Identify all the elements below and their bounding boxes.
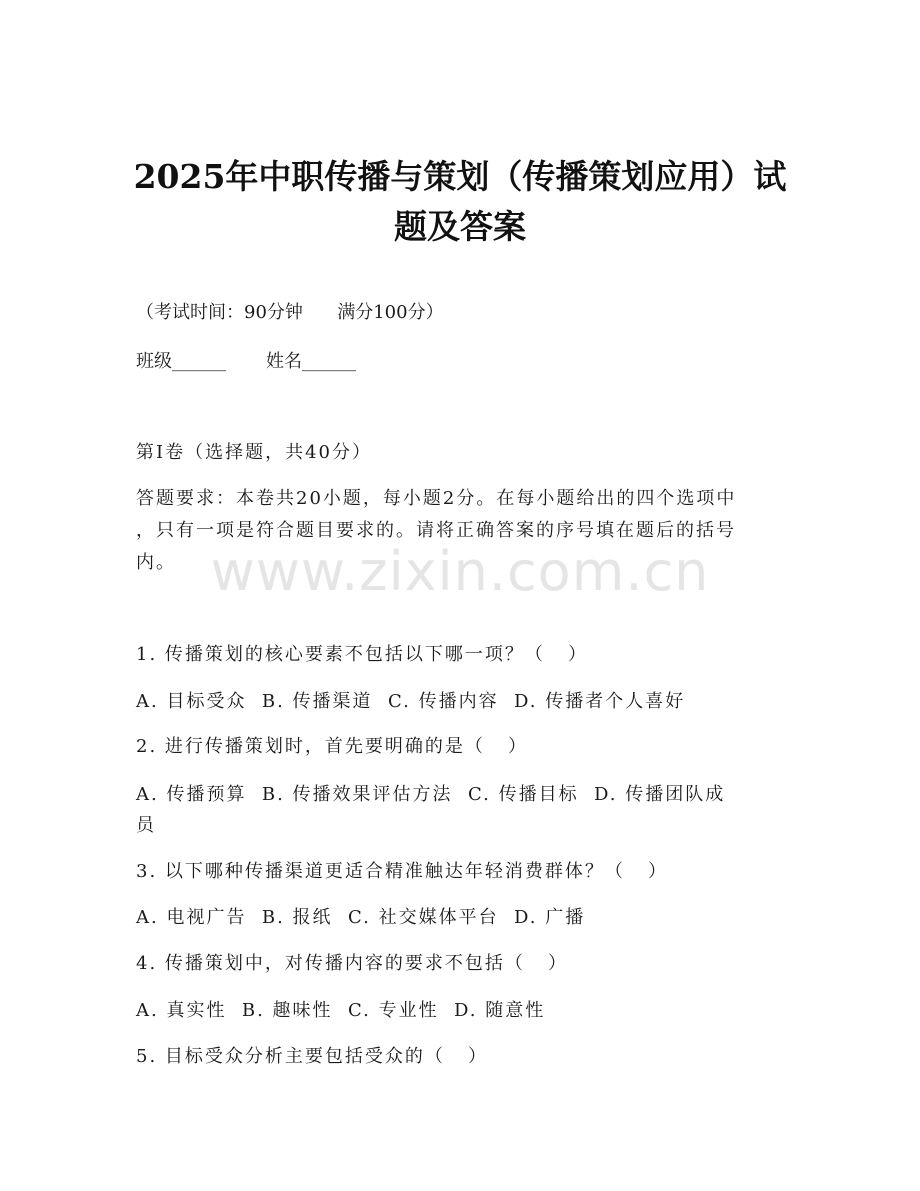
- question-2-options: A. 传播预算 B. 传播效果评估方法 C. 传播目标 D. 传播团队成: [136, 784, 726, 805]
- exam-time-info: （考试时间：90分钟 满分100分）: [136, 302, 444, 323]
- watermark: www.zixin.com.cn: [210, 540, 710, 603]
- title-line-2: 题及答案: [394, 207, 526, 246]
- question-2-options-cont: 员: [136, 815, 156, 836]
- document-title: [110, 152, 810, 252]
- section-heading: 第I卷（选择题，共40分）: [136, 442, 373, 463]
- instructions-line-3: 内。: [136, 552, 176, 573]
- class-name-fields: 班级______ 姓名______: [136, 351, 357, 372]
- question-1-stem: 1. 传播策划的核心要素不包括以下哪一项？（ ）: [136, 644, 589, 665]
- question-3-stem: 3. 以下哪种传播渠道更适合精准触达年轻消费群体？（ ）: [136, 861, 669, 882]
- question-4-stem: 4. 传播策划中，对传播内容的要求不包括（ ）: [136, 953, 569, 974]
- question-5-stem: 5. 目标受众分析主要包括受众的（ ）: [136, 1046, 489, 1067]
- question-4-options: A. 真实性 B. 趣味性 C. 专业性 D. 随意性: [136, 1000, 546, 1021]
- instructions-line-1: 答题要求：本卷共20小题，每小题2分。在每小题给出的四个选项中: [136, 488, 737, 509]
- question-2-stem: 2. 进行传播策划时，首先要明确的是（ ）: [136, 736, 529, 757]
- title-line-1: 2025年中职传播与策划（传播策划应用）试: [133, 157, 787, 196]
- question-1-options: A. 目标受众 B. 传播渠道 C. 传播内容 D. 传播者个人喜好: [136, 691, 686, 712]
- instructions-line-2: ，只有一项是符合题目要求的。请将正确答案的序号填在题后的括号: [136, 520, 736, 541]
- question-3-options: A. 电视广告 B. 报纸 C. 社交媒体平台 D. 广播: [136, 907, 586, 928]
